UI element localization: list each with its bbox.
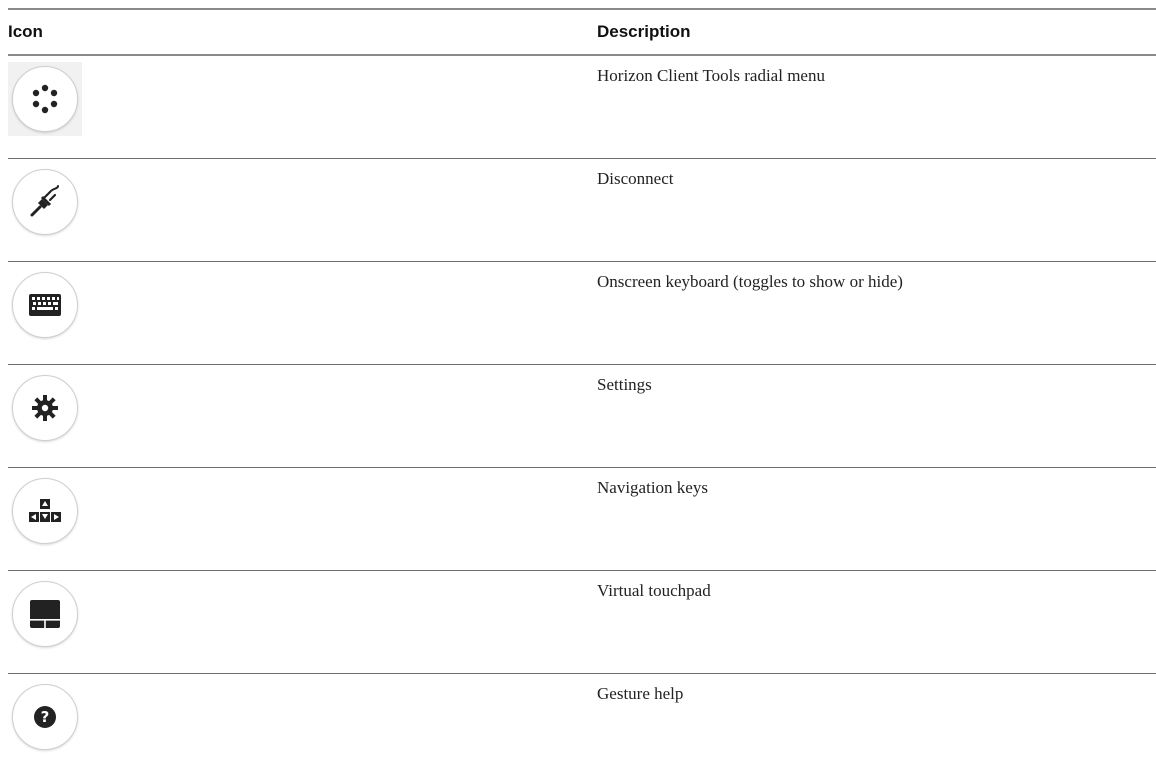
icon-table bbox=[8, 8, 1156, 777]
header-icon: Icon bbox=[8, 22, 43, 41]
table-row bbox=[8, 571, 1156, 674]
header-description: Description bbox=[597, 22, 691, 41]
table-row bbox=[8, 365, 1156, 468]
table-row bbox=[8, 674, 1156, 777]
svg-text:?: ? bbox=[40, 708, 50, 726]
radial-menu-icon bbox=[12, 66, 78, 132]
row-description: Settings bbox=[597, 375, 652, 394]
table-row bbox=[8, 159, 1156, 262]
touchpad-icon bbox=[12, 581, 78, 647]
keyboard-icon bbox=[12, 272, 78, 338]
table-row bbox=[8, 262, 1156, 365]
row-description: Virtual touchpad bbox=[597, 581, 711, 600]
row-description: Gesture help bbox=[597, 684, 684, 703]
gear-icon bbox=[12, 375, 78, 441]
question-mark-icon bbox=[12, 684, 78, 750]
arrow-keys-icon bbox=[12, 478, 78, 544]
table-row bbox=[8, 468, 1156, 571]
row-description: Onscreen keyboard (toggles to show or hide) bbox=[597, 272, 903, 291]
row-description: Horizon Client Tools radial menu bbox=[597, 66, 825, 85]
table-row bbox=[8, 56, 1156, 159]
row-description: Navigation keys bbox=[597, 478, 708, 497]
disconnect-plug-icon bbox=[12, 169, 78, 235]
row-description: Disconnect bbox=[597, 169, 674, 188]
table-header bbox=[8, 10, 1156, 56]
